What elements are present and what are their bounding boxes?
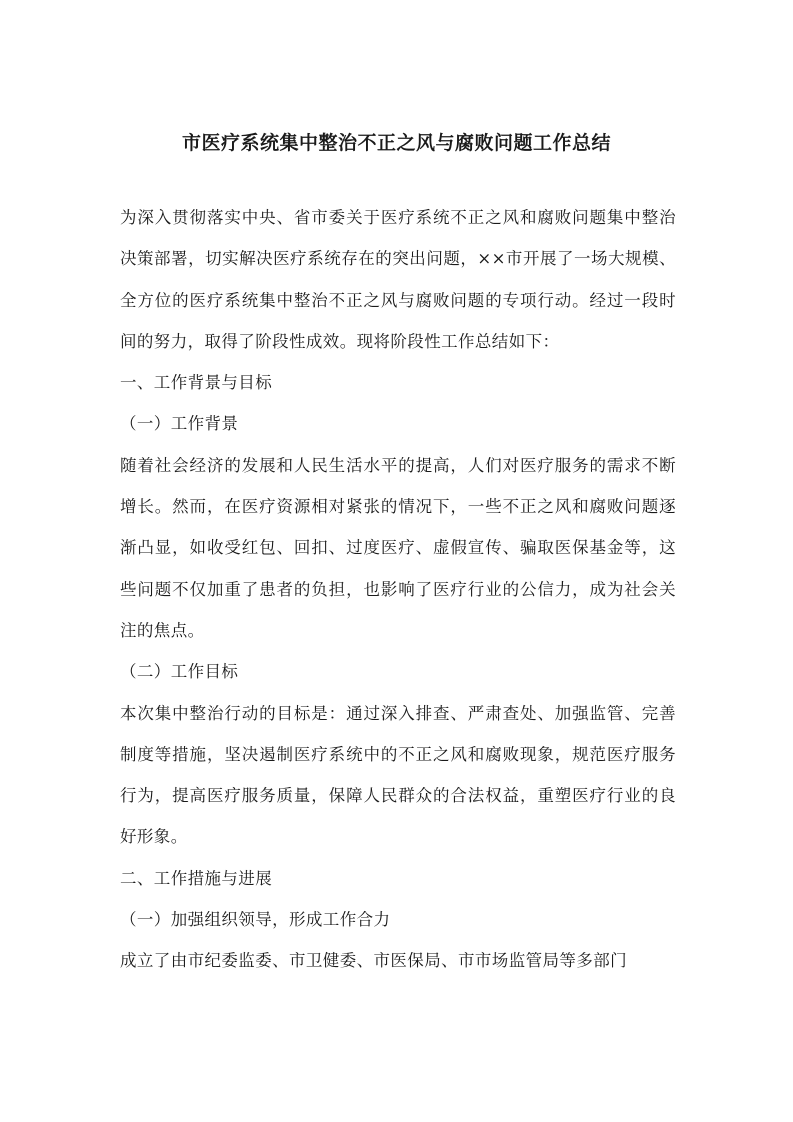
document-body	[120, 197, 676, 982]
document-title: 市医疗系统集中整治不正之风与腐败问题工作总结	[181, 132, 611, 154]
intro-paragraph: 为深入贯彻落实中央、省市委关于医疗系统不正之风和腐败问题集中整治决策部署，切实解决医疗系统存在的突出问题，××市开展了一场大规模、全方位的医疗系统集中整治不正之风与腐败问题的专项行动。经过一段时间的努力，取得了阶段性成效。现将阶段性工作总结如下：	[120, 208, 676, 351]
section-1-sub-2-heading: （二）工作目标	[120, 662, 239, 682]
section-1-heading: 一、工作背景与目标	[120, 373, 273, 393]
section-1-sub-2-paragraph: 本次集中整治行动的目标是：通过深入排查、严肃查处、加强监管、完善制度等措施，坚决遏制医疗系统中的不正之风和腐败现象，规范医疗服务行为，提高医疗服务质量，保障人民群众的合法权益，重塑医疗行业的良好形象。	[120, 703, 676, 847]
section-2-sub-1-heading: （一）加强组织领导，形成工作合力	[120, 910, 391, 930]
section-1-sub-1-paragraph: 随着社会经济的发展和人民生活水平的提高，人们对医疗服务的需求不断增长。然而，在医疗资源相对紧张的情况下，一些不正之风和腐败问题逐渐凸显，如收受红包、回扣、过度医疗、虚假宣传、骗取医保基金等，这些问题不仅加重了患者的负担，也影响了医疗行业的公信力，成为社会关注的焦点。	[120, 455, 676, 640]
section-2-sub-1-paragraph: 成立了由市纪委监委、市卫健委、市医保局、市市场监管局等多部门	[120, 951, 627, 971]
section-1-sub-1-heading: （一）工作背景	[120, 414, 239, 434]
section-2-heading: 二、工作措施与进展	[120, 868, 273, 888]
